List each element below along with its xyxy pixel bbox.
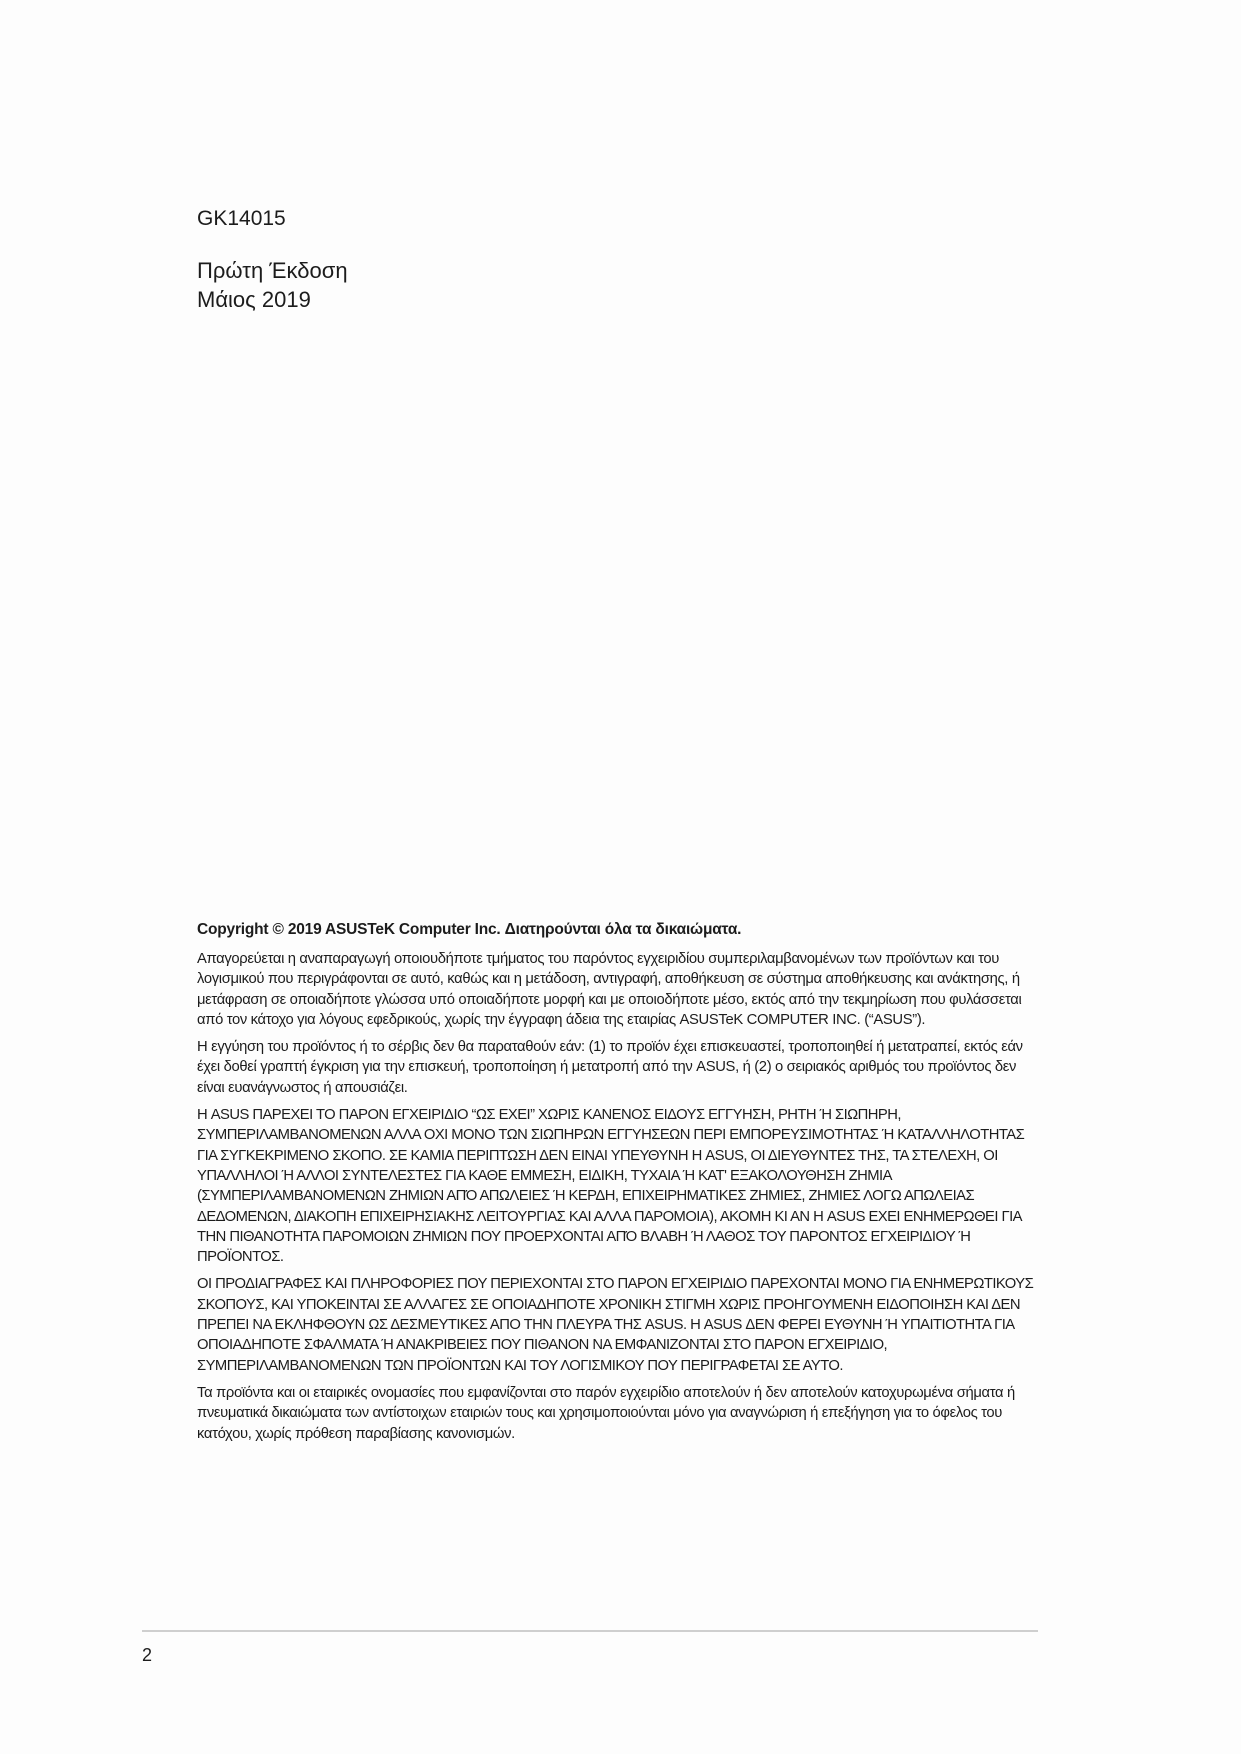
document-code: GK14015: [197, 207, 286, 230]
legal-paragraph-warranty: Η εγγύηση του προϊόντος ή το σέρβις δεν θα παραταθούν εάν: (1) το προϊόν έχει επισκευαστεί, τροποποιηθεί ή μετατραπεί, εκτός εάν έχει δοθεί γραπτή έγκριση για την επισκευή, τροποποίηση ή μετατροπή από την ASUS, ή (2) ο σειριακός αριθμός του προϊόντος δεν είναι ευανάγνωστος ή απουσιάζει.: [197, 1039, 1023, 1096]
copyright-heading: Copyright © 2019 ASUSTeK Computer Inc. Διατηρούνται όλα τα δικαιώματα.: [197, 921, 742, 938]
legal-paragraph-reproduction: Απαγορεύεται η αναπαραγωγή οποιουδήποτε τμήματος του παρόντος εγχειριδίου συμπεριλαμβανομένων των προϊόντων και του λογισμικού που περιγράφονται σε αυτό, καθώς και η μετάδοση, αντιγραφή, αποθήκευση σε σύστημα αποθήκευσης και ανάκτησης, ή μετάφραση σε οποιαδήποτε γλώσσα υπό οποιαδήποτε μορφή και με οποιοδήποτε μέσο, εκτός από την τεκμηρίωση που φυλάσσεται από τον κάτοχο για λόγους εφεδρικούς, χωρίς την έγγραφη άδεια της εταιρίας ASUSTeK COMPUTER INC. (“ASUS”).: [197, 951, 1022, 1028]
edition-label: Πρώτη Έκδοση: [197, 258, 348, 283]
edition-block: [197, 256, 348, 314]
edition-date: Μάιος 2019: [197, 287, 311, 312]
copyright-notice: [197, 920, 1039, 1451]
page-number: 2: [142, 1645, 153, 1665]
legal-paragraph-specifications: ΟΙ ΠΡΟΔΙΑΓΡΑΦΕΣ ΚΑΙ ΠΛΗΡΟΦΟΡΙΕΣ ΠΟΥ ΠΕΡΙΕΧΟΝΤΑΙ ΣΤΟ ΠΑΡΟΝ ΕΓΧΕΙΡΙΔΙΟ ΠΑΡΕΧΟΝΤΑΙ ΜΟΝΟ ΓΙΑ ΕΝΗΜΕΡΩΤΙΚΟΥΣ ΣΚΟΠΟΥΣ, ΚΑΙ ΥΠΟΚΕΙΝΤΑΙ ΣΕ ΑΛΛΑΓΕΣ ΣΕ ΟΠΟΙΑΔΗΠΟΤΕ ΧΡΟΝΙΚΗ ΣΤΙΓΜΗ ΧΩΡΙΣ ΠΡΟΗΓΟΥΜΕΝΗ ΕΙΔΟΠΟΙΗΣΗ ΚΑΙ ΔΕΝ ΠΡΕΠΕΙ ΝΑ ΕΚΛΗΦΘΟΥΝ ΩΣ ΔΕΣΜΕΥΤΙΚΕΣ ΑΠΟ ΤΗΝ ΠΛΕΥΡΑ ΤΗΣ ASUS. Η ASUS ΔΕΝ ΦΕΡΕΙ ΕΥΘΥΝΗ Ή ΥΠΑΙΤΙΟΤΗΤΑ ΓΙΑ ΟΠΟΙΑΔΗΠΟΤΕ ΣΦΑΛΜΑΤΑ Ή ΑΝΑΚΡΙΒΕΙΕΣ ΠΟΥ ΠΙΘΑΝΟΝ ΝΑ ΕΜΦΑΝΙΖΟΝΤΑΙ ΣΤΟ ΠΑΡΟΝ ΕΓΧΕΙΡΙΔΙΟ, ΣΥΜΠΕΡΙΛΑΜΒΑΝΟΜΕΝΩΝ ΤΩΝ ΠΡΟΪΟΝΤΩΝ ΚΑΙ ΤΟΥ ΛΟΓΙΣΜΙΚΟΥ ΠΟΥ ΠΕΡΙΓΡΑΦΕΤΑΙ ΣΕ ΑΥΤΟ.: [197, 1276, 1034, 1374]
footer-divider: [142, 1630, 1038, 1632]
legal-paragraph-trademarks: Τα προϊόντα και οι εταιρικές ονομασίες που εμφανίζονται στο παρόν εγχειρίδιο αποτελούν ή δεν αποτελούν κατοχυρωμένα σήματα ή πνευματικά δικαιώματα των αντίστοιχων εταιριών τους και χρησιμοποιούνται μόνο για αναγνώριση ή επεξήγηση για το όφελος του κατόχου, χωρίς πρόθεση παραβίασης κανονισμών.: [197, 1384, 1015, 1442]
legal-paragraph-disclaimer: Η ASUS ΠΑΡΕΧΕΙ ΤΟ ΠΑΡΟΝ ΕΓΧΕΙΡΙΔΙΟ “ΩΣ ΕΧΕΙ” ΧΩΡΙΣ ΚΑΝΕΝΟΣ ΕΙΔΟΥΣ ΕΓΓΥΗΣΗ, ΡΗΤΗ Ή ΣΙΩΠΗΡΗ, ΣΥΜΠΕΡΙΛΑΜΒΑΝΟΜΕΝΩΝ ΑΛΛΑ ΟΧΙ ΜΟΝΟ ΤΩΝ ΣΙΩΠΗΡΩΝ ΕΓΓΥΗΣΕΩΝ ΠΕΡΙ ΕΜΠΟΡΕΥΣΙΜΟΤΗΤΑΣ Ή ΚΑΤΑΛΛΗΛΟΤΗΤΑΣ ΓΙΑ ΣΥΓΚΕΚΡΙΜΕΝΟ ΣΚΟΠΟ. ΣΕ ΚΑΜΙΑ ΠΕΡΙΠΤΩΣΗ ΔΕΝ ΕΙΝΑΙ ΥΠΕΥΘΥΝΗ Η ASUS, ΟΙ ΔΙΕΥΘΥΝΤΕΣ ΤΗΣ, ΤΑ ΣΤΕΛΕΧΗ, ΟΙ ΥΠΑΛΛΗΛΟΙ Ή ΑΛΛΟΙ ΣΥΝΤΕΛΕΣΤΕΣ ΓΙΑ ΚΑΘΕ ΕΜΜΕΣΗ, ΕΙΔΙΚΗ, ΤΥΧΑΙΑ Ή ΚΑΤ' ΕΞΑΚΟΛΟΥΘΗΣΗ ΖΗΜΙΑ (ΣΥΜΠΕΡΙΛΑΜΒΑΝΟΜΕΝΩΝ ΖΗΜΙΩΝ ΑΠΌ ΑΠΩΛΕΙΕΣ Ή ΚΕΡΔΗ, ΕΠΙΧΕΙΡΗΜΑΤΙΚΕΣ ΖΗΜΙΕΣ, ΖΗΜΙΕΣ ΛΟΓΩ ΑΠΩΛΕΙΑΣ ΔΕΔΟΜΕΝΩΝ, ΔΙΑΚΟΠΗ ΕΠΙΧΕΙΡΗΣΙΑΚΗΣ ΛΕΙΤΟΥΡΓΙΑΣ ΚΑΙ ΑΛΛΑ ΠΑΡΟΜΟΙΑ), ΑΚΟΜΗ ΚΙ ΑΝ Η ASUS ΕΧΕΙ ΕΝΗΜΕΡΩΘΕΙ ΓΙΑ ΤΗΝ ΠΙΘΑΝΟΤΗΤΑ ΠΑΡΟΜΟΙΩΝ ΖΗΜΙΩΝ ΠΟΥ ΠΡΟΕΡΧΟΝΤΑΙ ΑΠΌ ΒΛΑΒΗ Ή ΛΑΘΟΣ ΤΟΥ ΠΑΡΟΝΤΟΣ ΕΓΧΕΙΡΙΔΙΟΥ Ή ΠΡΟΪΟΝΤΟΣ.: [197, 1107, 1025, 1266]
